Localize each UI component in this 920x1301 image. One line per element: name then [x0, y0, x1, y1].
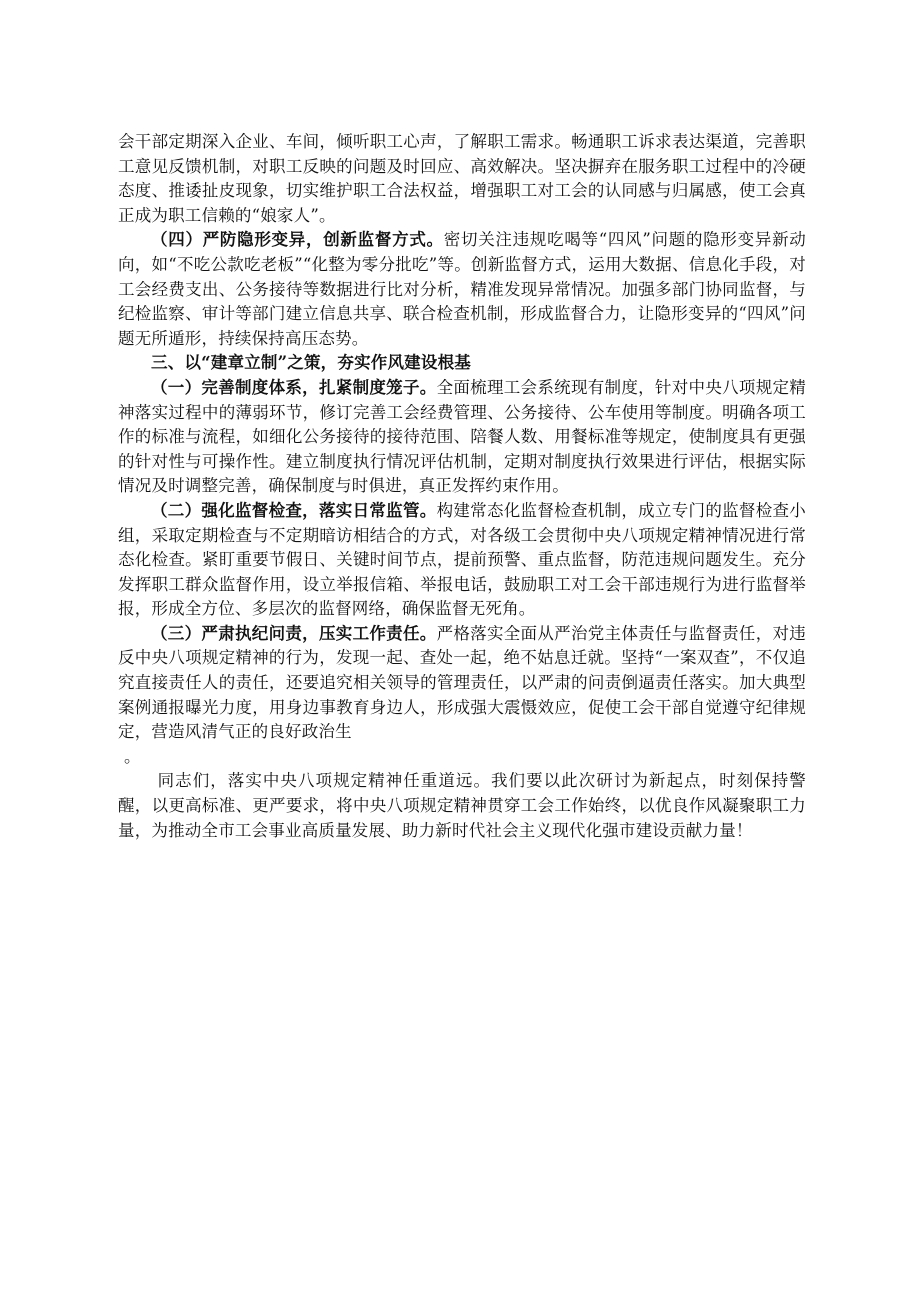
dangling-period: 。: [124, 746, 141, 766]
paragraph-section3-two-body: 构建常态化监督检查机制，成立专门的监督检查小组，采取定期检查与不定期暗访相结合的方式，对各级工会贯彻中央八项规定精神情况进行常态化检查。紧盯重要节假日、关键时间节点，提前预警、重点监督，防范违规问题发生。充分发挥职工群众监督作用，设立举报信箱、举报电话，鼓励职工对工会干部违规行为进行监督举报，形成全方位、多层次的监督网络，确保监督无死角。: [118, 500, 807, 619]
paragraph-section3-three-lead: （三）严肃执纪问责，压实工作责任。: [151, 623, 437, 643]
document-body: [118, 130, 806, 843]
paragraph-four-lead: （四）严防隐形变异，创新监督方式。: [151, 230, 444, 250]
paragraph-section3-two-lead: （二）强化监督检查，落实日常监管。: [151, 500, 437, 520]
paragraph-section3-two: [118, 499, 806, 622]
paragraph-four-body: 密切关注违规吃喝等“四风”问题的隐形变异新动向，如“不吃公款吃老板”“化整为零分批吃”等。创新监督方式，运用大数据、信息化手段，对工会经费支出、公务接待等数据进行比对分析，精准发现异常情况。加强多部门协同监督，与纪检监察、审计等部门建立信息共享、联合检查机制，形成监督合力，让隐形变异的“四风”问题无所遁形，持续保持高压态势。: [118, 230, 806, 348]
paragraph-four: [118, 228, 806, 351]
paragraph-section3-three: [118, 622, 806, 745]
section-three-heading: 三、以“建章立制”之策，夯实作风建设根基: [151, 353, 471, 373]
closing-paragraph: 同志们，落实中央八项规定精神任重道远。我们要以此次研讨为新起点，时刻保持警醒，以更高标准、更严要求，将中央八项规定精神贯穿工会工作始终，以优良作风凝聚职工力量，为推动全市工会事业高质量发展、助力新时代社会主义现代化强市建设贡献力量！: [118, 771, 806, 840]
paragraph-section3-one: [118, 376, 806, 499]
paragraph-section3-one-body: 全面梳理工会系统现有制度，针对中央八项规定精神落实过程中的薄弱环节，修订完善工会经费管理、公务接待、公车使用等制度。明确各项工作的标准与流程，如细化公务接待的接待范围、陪餐人数、用餐标准等规定，使制度具有更强的针对性与可操作性。建立制度执行情况评估机制，定期对制度执行效果进行评估，根据实际情况及时调整完善，确保制度与时俱进，真正发挥约束作用。: [118, 377, 807, 496]
paragraph-continued: 会干部定期深入企业、车间，倾听职工心声，了解职工需求。畅通职工诉求表达渠道，完善职工意见反馈机制，对职工反映的问题及时回应、高效解决。坚决摒弃在服务职工过程中的冷硬态度、推诿扯皮现象，切实维护职工合法权益，增强职工对工会的认同感与归属感，使工会真正成为职工信赖的“娘家人”。: [118, 132, 806, 225]
paragraph-section3-three-body: 严格落实全面从严治党主体责任与监督责任，对违反中央八项规定精神的行为，发现一起、查处一起，绝不姑息迁就。坚持“一案双查”，不仅追究直接责任人的责任，还要追究相关领导的管理责任，以严肃的问责倒逼责任落实。加大典型案例通报曝光力度，用身边事教育身边人，形成强大震慑效应，促使工会干部自觉遵守纪律规定，营造风清气正的良好政治生: [118, 623, 807, 742]
paragraph-section3-one-lead: （一）完善制度体系，扎紧制度笼子。: [151, 377, 437, 397]
